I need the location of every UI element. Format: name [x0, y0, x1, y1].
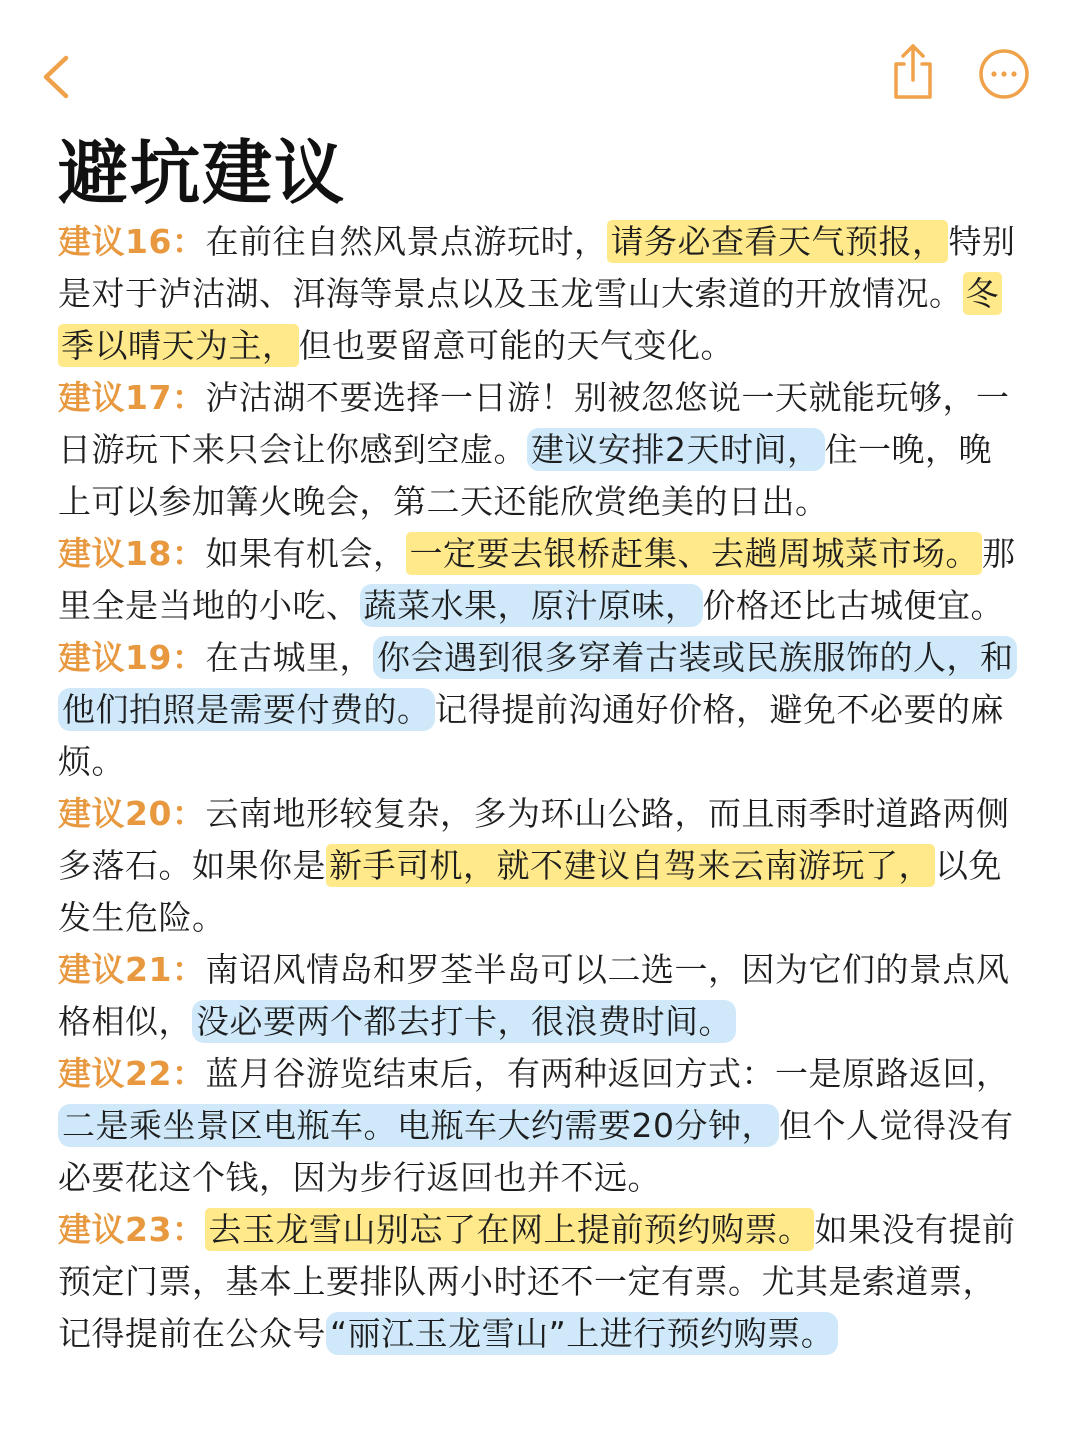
tip-paragraph — [58, 632, 1018, 788]
tip-paragraph — [58, 944, 1018, 1048]
tip-text: 住一晚，晚上可以参加篝火晚会，第二天还能欣赏绝美的日出。 — [58, 430, 992, 521]
tip-label: 建议18： — [58, 534, 206, 573]
tip-text: 特别是对于泸沽湖、洱海等景点以及玉龙雪山大索道的开放情况。 — [58, 222, 1016, 313]
tip-text: 记得提前沟通好价格，避免不必要的麻烦。 — [58, 690, 1004, 781]
tip-paragraph — [58, 1204, 1018, 1360]
tip-text: 南诏风情岛和罗荃半岛可以二选一，因为它们的景点风格相似， — [58, 950, 1010, 1041]
highlight-yellow-text: 去玉龙雪山别忘了在网上提前预约购票。 — [205, 1208, 814, 1251]
tip-paragraph — [58, 1048, 1018, 1204]
tip-text: 以免发生危险。 — [58, 846, 1002, 937]
tip-label: 建议20： — [58, 794, 206, 833]
highlight-yellow-text: 冬季以晴天为主， — [58, 272, 1002, 367]
tip-text: 在前往自然风景点游玩时， — [205, 222, 608, 261]
highlight-yellow-text: 新手司机，就不建议自驾来云南游玩了， — [326, 844, 935, 887]
tip-text: 在古城里， — [205, 638, 373, 677]
tip-label: 建议21： — [58, 950, 206, 989]
highlight-blue-text: 你会遇到很多穿着古装或民族服饰的人，和他们拍照是需要付费的。 — [58, 636, 1017, 731]
share-button[interactable] — [888, 42, 938, 102]
tip-paragraph — [58, 788, 1018, 944]
highlight-blue-text: 二是乘坐景区电瓶车。电瓶车大约需要20分钟， — [58, 1104, 779, 1147]
tip-text: 如果没有提前预定门票，基本上要排队两小时还不一定有票。尤其是索道票，记得提前在公众号 — [58, 1210, 1016, 1353]
top-bar — [0, 0, 1080, 140]
more-button[interactable] — [976, 46, 1032, 102]
highlight-blue-text: 蔬菜水果，原汁原味， — [360, 584, 703, 627]
tip-text: 云南地形较复杂，多为环山公路，而且雨季时道路两侧多落石。如果你是 — [58, 794, 1010, 885]
tip-text: 价格还比古城便宜。 — [702, 586, 1004, 625]
tip-text: 那里全是当地的小吃、 — [58, 534, 1016, 625]
tip-label: 建议23： — [58, 1210, 206, 1249]
tip-label: 建议17： — [58, 378, 206, 417]
tip-paragraph — [58, 372, 1018, 528]
tips-list — [58, 216, 1018, 1360]
tip-text: 但也要留意可能的天气变化。 — [298, 326, 734, 365]
share-icon — [888, 42, 938, 102]
tip-text: 如果有机会， — [205, 534, 407, 573]
page-title: 避坑建议 — [58, 132, 346, 214]
tip-paragraph — [58, 216, 1018, 372]
highlight-blue-text: 没必要两个都去打卡，很浪费时间。 — [192, 1000, 736, 1043]
highlight-blue-text: 建议安排2天时间， — [527, 428, 825, 471]
more-icon — [976, 46, 1032, 102]
tip-text: 蓝月谷游览结束后，有两种返回方式：一是原路返回， — [205, 1054, 1010, 1093]
tip-label: 建议16： — [58, 222, 206, 261]
highlight-blue-text: “丽江玉龙雪山”上进行预约购票。 — [326, 1312, 838, 1355]
tip-text: 但个人觉得没有必要花这个钱，因为步行返回也并不远。 — [58, 1106, 1014, 1197]
highlight-yellow-text: 一定要去银桥赶集、去趟周城菜市场。 — [406, 532, 982, 575]
highlight-yellow-text: 请务必查看天气预报， — [607, 220, 948, 263]
chevron-left-icon — [36, 52, 80, 102]
tip-paragraph — [58, 528, 1018, 632]
tip-label: 建议22： — [58, 1054, 206, 1093]
tip-text: 泸沽湖不要选择一日游！别被忽悠说一天就能玩够，一日游玩下来只会让你感到空虚。 — [58, 378, 1010, 469]
tip-label: 建议19： — [58, 638, 206, 677]
back-button[interactable] — [36, 52, 80, 102]
